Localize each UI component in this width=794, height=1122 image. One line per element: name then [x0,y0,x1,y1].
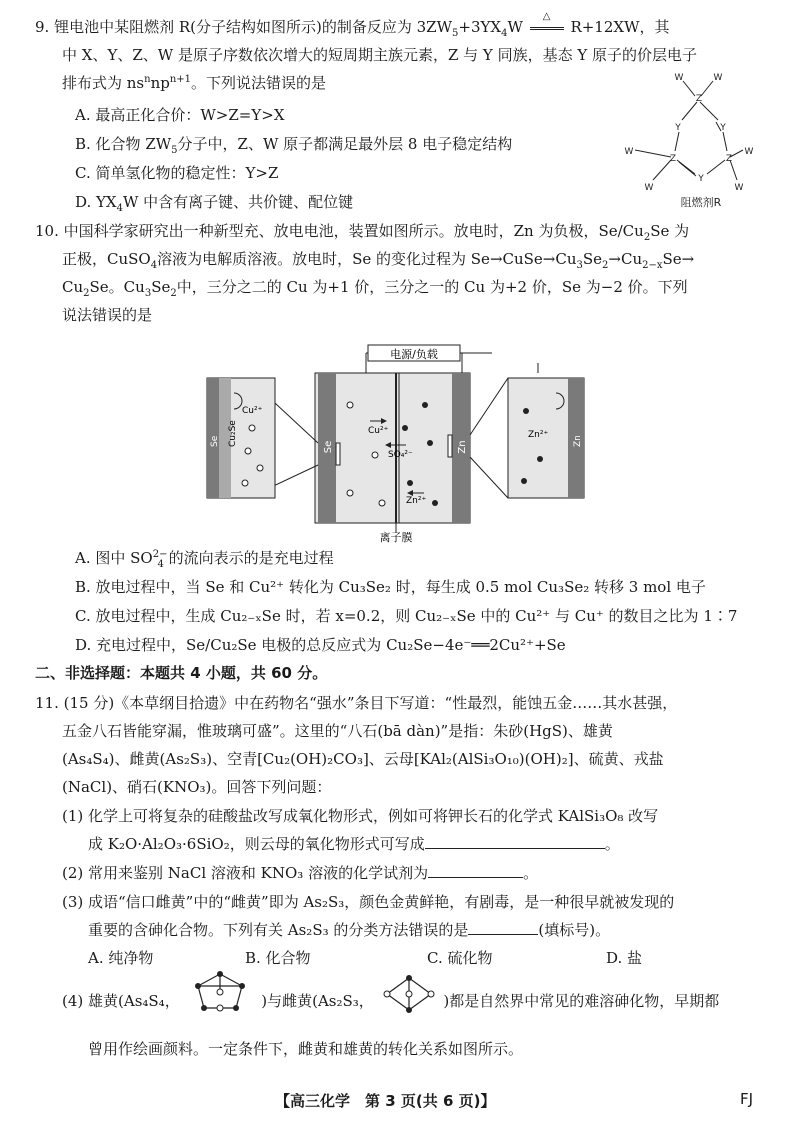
atom: W [624,147,634,157]
svg-text:Cu₂Se: Cu₂Se [228,420,238,447]
svg-text:Cu²⁺: Cu²⁺ [242,406,263,416]
q10-line1: 10. 中国科学家研究出一种新型充、放电电池，装置如图所示。放电时，Zn 为负极，$Se/Cu_2Se$ 为 [35,222,690,243]
q10-option-b: B. 放电过程中，当 Se 和 Cu²⁺ 转化为 Cu₃Se₂ 时，每生成 0.5 mol Cu₃Se₂ 转移 3 mol 电子 [75,578,706,596]
svg-text:Zn: Zn [573,435,583,447]
atom: W [644,183,654,193]
q10-line4: 说法错误的是 [62,306,153,324]
atom: Y [675,123,681,133]
q11-line4: (NaCl)、硝石(KNO₃)。回答下列问题： [62,778,332,796]
q11-part2: (2) 常用来鉴别 NaCl 溶液和 KNO₃ 溶液的化学试剂为 。 [62,860,538,887]
atom: W [744,147,754,157]
svg-text:Cu²⁺: Cu²⁺ [368,426,389,436]
q11-part4-line1: (4) 雄黄(As₄S₄， )与雌黄(As₂S₃， )都是自然界中常见的难溶砷化物，早期都 [62,986,719,1018]
q10-option-a: A. 图中 $SO^{2-}_4$ 的流向表示的是充电过程 [75,549,334,570]
q10-option-d: D. 充电过程中，Se/Cu₂Se 电极的总反应式为 Cu₂Se−4e⁻══2Cu²⁺+Se [75,636,566,654]
q9-line1: 9. 锂电池中某阻燃剂 R(分子结构如图所示)的制备反应为 $3ZW_5+3YX_4W$ △ R+12XW，其 [35,11,670,39]
reaction-arrow: △ [528,14,566,41]
q11-part1-line1: (1) 化学上可将复杂的硅酸盐改写成氧化物形式，例如可将钾长石的化学式 KAlSi₃O₈ 改写 [62,807,659,825]
q11-part3-line2: 重要的含砷化合物。下列有关 As₂S₃ 的分类方法错误的是 (填标号)。 [88,917,610,944]
atom: Y [720,123,726,133]
q9-option-c: C. 简单氢化物的稳定性：Y>Z [75,164,279,182]
answer-blank-2[interactable] [428,861,523,878]
atom: Z [695,94,703,104]
section-heading: 二、非选择题：本题共 4 小题，共 60 分。 [35,664,328,682]
q11-line3: (As₄S₄)、雌黄(As₂S₃)、空青[Cu₂(OH)₂CO₃]、云母[KAl₂(AlSi₃O₁₀)(OH)₂]、硫黄、戎盐 [62,750,664,768]
svg-text:Zn: Zn [457,440,468,454]
q9-option-a: A. 最高正化合价：W>Z=Y>X [75,106,285,124]
q9-line3: 排布式为 $ns^nnp^{n+1}$。下列说法错误的是 [62,74,327,92]
q11-line2: 五金八石皆能穿漏，惟玻璃可盛”。这里的“八石(bā dàn)”是指：朱砂(HgS)、雄黄 [62,722,613,740]
q10-option-c: C. 放电过程中，生成 Cu₂₋ₓSe 时，若 x=0.2，则 Cu₂₋ₓSe 中的 Cu²⁺ 与 Cu⁺ 的数目之比为 1∶7 [75,607,738,625]
answer-blank-1[interactable] [425,832,605,849]
q9-option-d: D. $YX_4W$ 中含有离子键、共价键、配位键 [75,193,354,214]
q11-part3-choice-a: A. 纯净物 [88,949,154,967]
svg-text:Zn²⁺: Zn²⁺ [528,430,549,440]
q11-part1-line2: 成 K₂O·Al₂O₃·6SiO₂，则云母的氧化物形式可写成 。 [88,831,620,858]
q10-line3: $Cu_2Se$。$Cu_3Se_2$中，三分之二的 Cu 为+1 价，三分之一的 Cu 为+2 价，Se 为−2 价。下列 [62,278,688,299]
membrane-label: 离子膜 [379,531,413,543]
structure-caption: 阻燃剂R [680,196,722,209]
atom: W [734,183,744,193]
svg-text:SO₄²⁻: SO₄²⁻ [388,450,413,460]
q11-part4-line2: 曾用作绘画颜料。一定条件下，雌黄和雄黄的转化关系如图所示。 [88,1040,524,1058]
answer-blank-3[interactable] [468,918,538,935]
atom: Z [669,154,677,164]
q11-part3-line1: (3) 成语“信口雌黄”中的“雌黄”即为 As₂S₃，颜色金黄鲜艳，有剧毒，是一种很早就被发现的 [62,893,675,911]
svg-text:Se: Se [210,435,220,447]
q11-line1: 11. (15 分)《本草纲目拾遗》中在药物名“强水”条目下写道：“性最烈，能蚀五金……其水甚强， [35,694,678,712]
power-load-label: 电源/负载 [390,348,438,361]
footer-code: FJ [740,1090,754,1108]
q9-option-b: B. 化合物 $ZW_5$分子中，Z、W 原子都满足最外层 8 电子稳定结构 [75,135,513,156]
flame-retardant-structure [615,68,765,216]
q11-part3-choice-c: C. 硫化物 [427,949,493,967]
q9-line2: 中 X、Y、Z、W 是原子序数依次增大的短周期主族元素，Z 与 Y 同族，基态 Y 原子的价层电子 [62,46,698,64]
svg-text:Se: Se [323,440,334,454]
svg-text:Zn²⁺: Zn²⁺ [406,496,427,506]
realgar-structure [184,968,256,1018]
battery-diagram [200,333,600,543]
atom: Y [698,174,704,184]
q11-part3-choice-b: B. 化合物 [245,949,311,967]
q10-line2: 正极，CuSO$_4$溶液为电解质溶液。放电时，Se 的变化过程为 $Se\to CuSe\to Cu_3Se_2\to Cu_{2-x}Se\to$ [62,250,695,271]
atom: W [674,73,684,83]
atom: W [713,73,723,83]
atom: Z [725,154,733,164]
q11-part3-choice-d: D. 盐 [606,949,643,967]
orpiment-structure [379,972,439,1016]
page-footer: 【高三化学 第 3 页(共 6 页)】 [275,1092,496,1110]
